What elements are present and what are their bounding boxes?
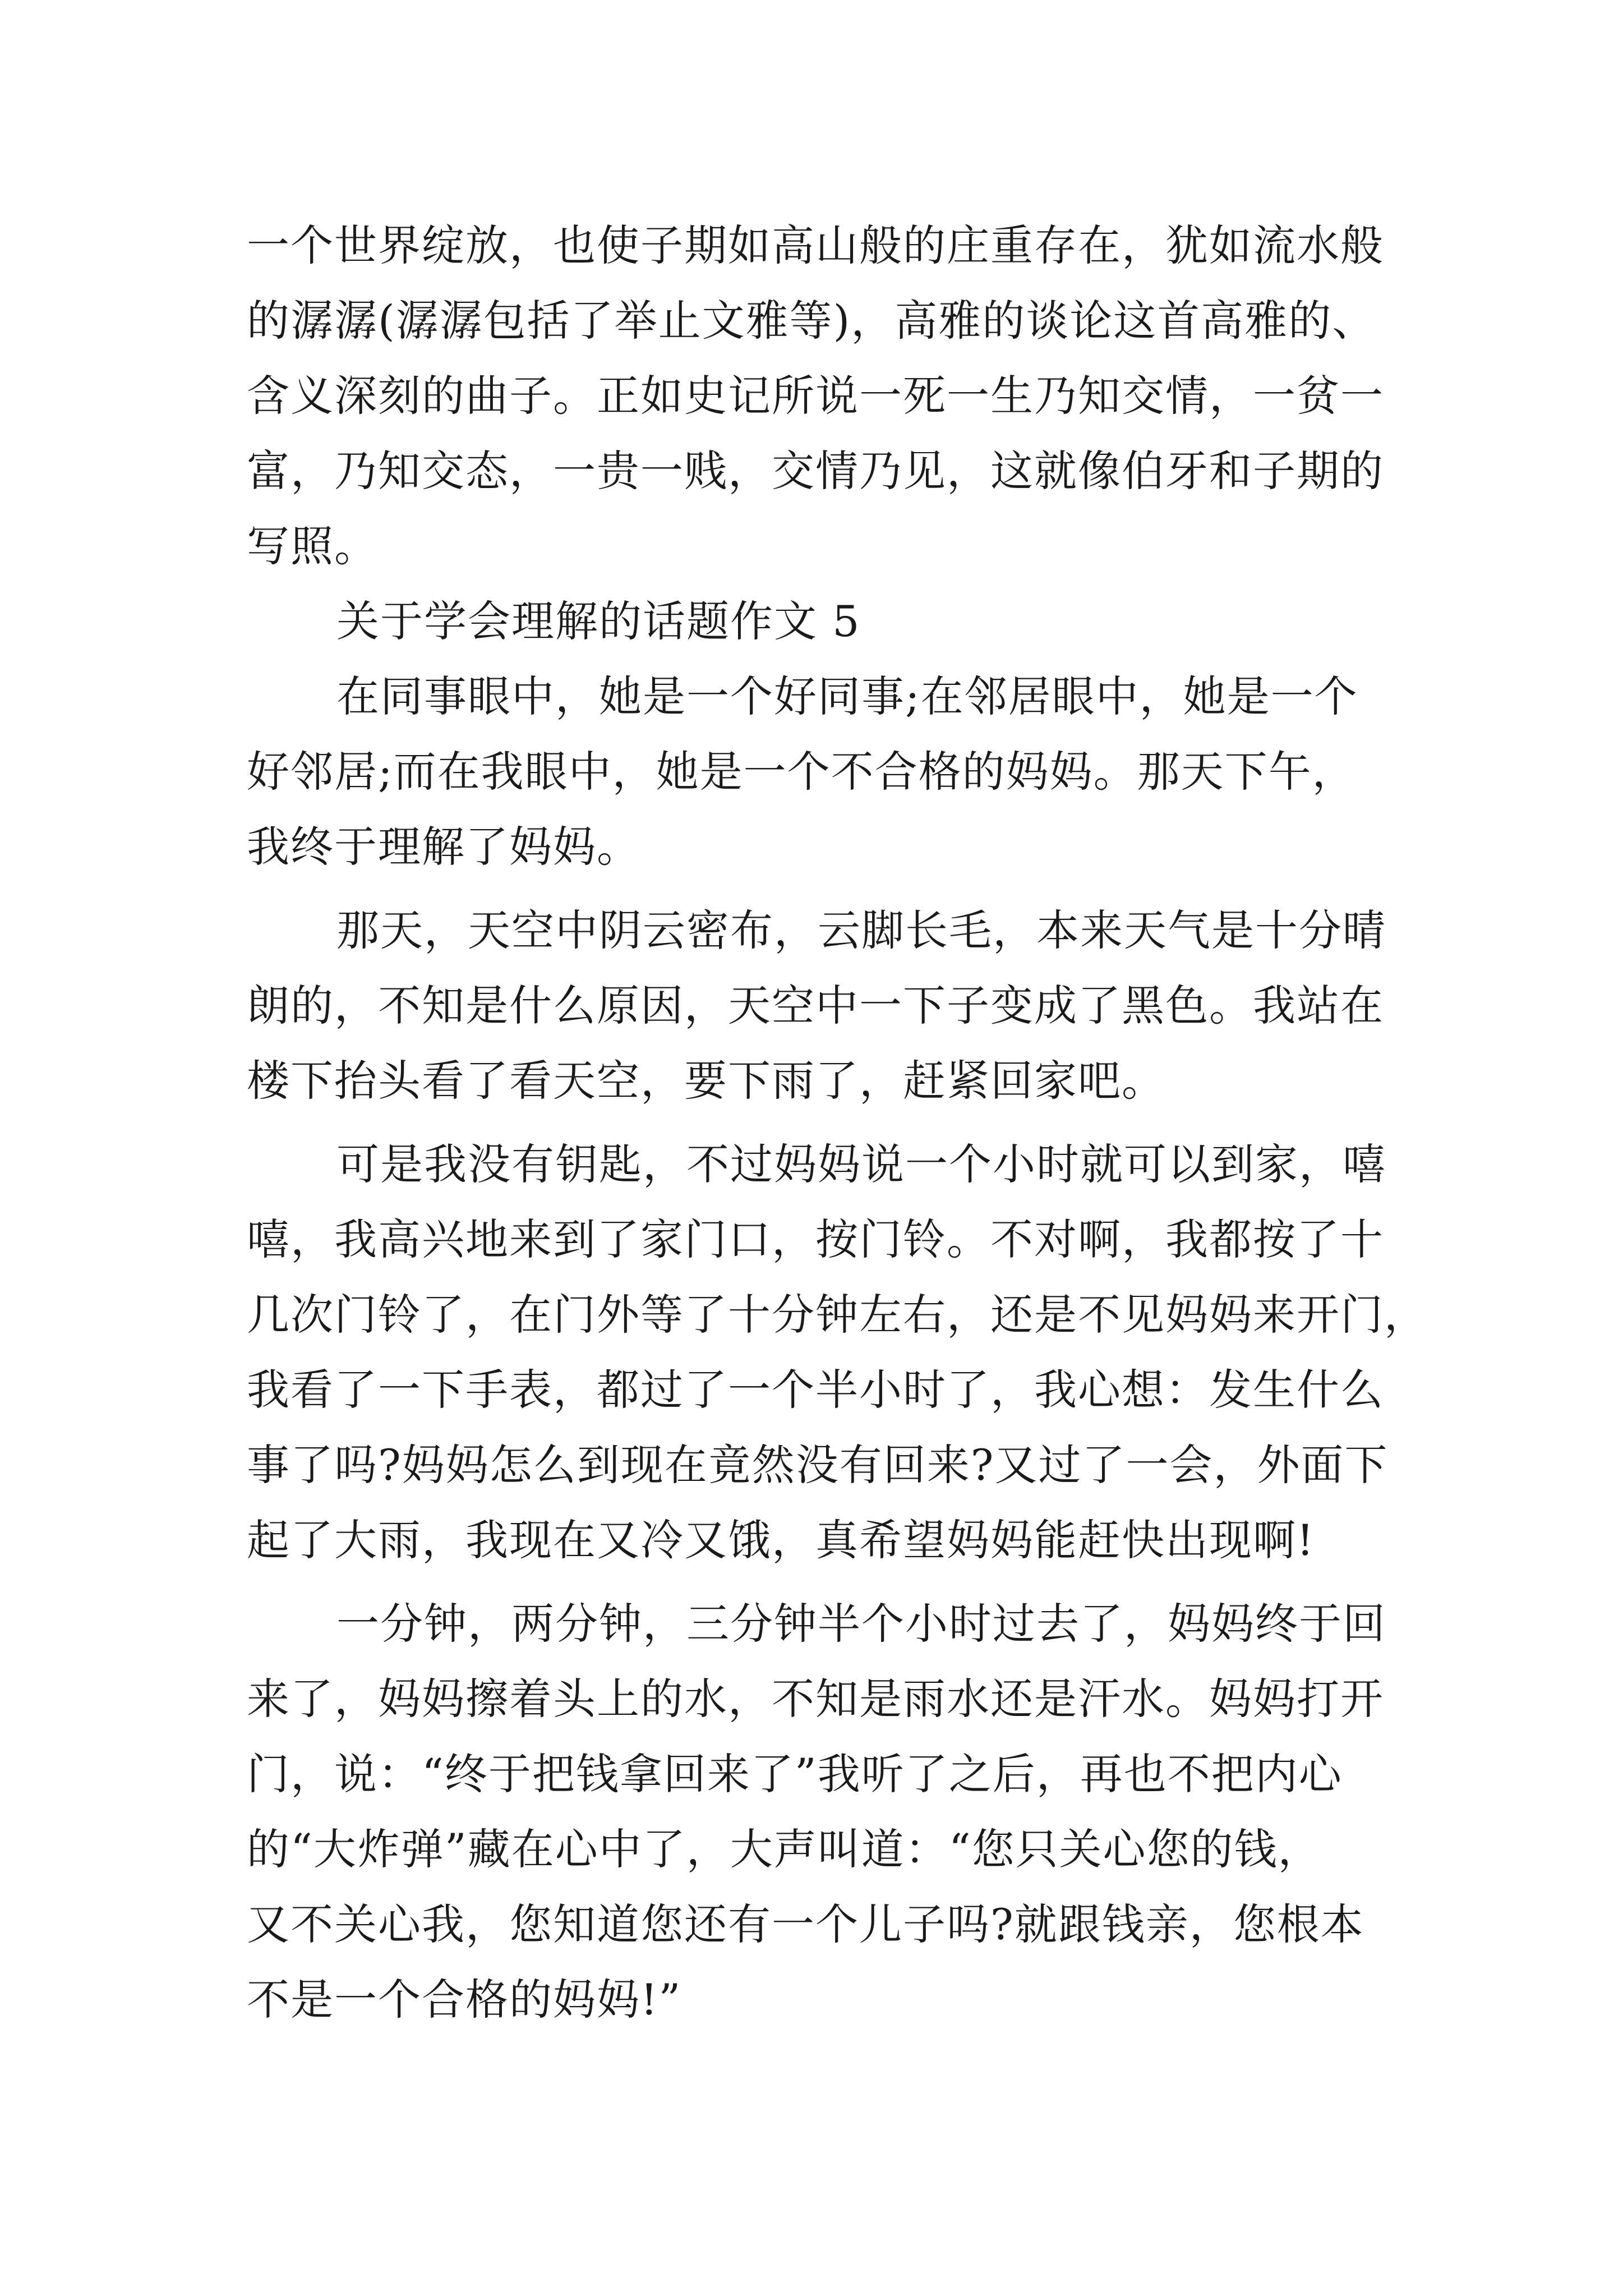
paragraph-5-line-5: 又不关心我，您知道您还有一个儿子吗?就跟钱亲，您根本 [247, 1899, 1364, 1949]
paragraph-4-line-1: 可是我没有钥匙，不过妈妈说一个小时就可以到家，嘻 [336, 1139, 1386, 1189]
paragraph-4-line-6: 起了大雨，我现在又冷又饿，真希望妈妈能赶快出现啊! [247, 1515, 1315, 1565]
paragraph-1-line-2: 的潺潺(潺潺包括了举止文雅等)，高雅的谈论这首高雅的、 [247, 296, 1376, 346]
paragraph-5-line-3: 门，说：“终于把钱拿回来了”我听了之后，再也不把内心 [247, 1749, 1343, 1799]
paragraph-2-line-1: 在同事眼中，她是一个好同事;在邻居眼中，她是一个 [336, 671, 1358, 721]
paragraph-1-line-4: 富，乃知交态，一贵一贱，交情乃见，这就像伯牙和子期的 [247, 446, 1384, 496]
paragraph-5-line-2: 来了，妈妈擦着头上的水，不知是雨水还是汗水。妈妈打开 [247, 1674, 1384, 1724]
paragraph-4-line-3: 几次门铃了，在门外等了十分钟左右，还是不见妈妈来开门， [247, 1290, 1428, 1340]
paragraph-3-line-1: 那天，天空中阴云密布，云脚长毛，本来天气是十分晴 [336, 905, 1386, 955]
paragraph-5-line-6: 不是一个合格的妈妈!” [247, 1975, 682, 2024]
paragraph-1-line-3: 含义深刻的曲子。正如史记所说一死一生乃知交情，一贫一 [247, 371, 1384, 421]
paragraph-3-line-2: 朗的，不知是什么原因，天空中一下子变成了黑色。我站在 [247, 981, 1384, 1030]
paragraph-4-line-4: 我看了一下手表，都过了一个半小时了，我心想：发生什么 [247, 1365, 1384, 1415]
paragraph-5-line-4: 的“大炸弹”藏在心中了，大声叫道：“您只关心您的钱， [247, 1824, 1322, 1874]
paragraph-5-line-1: 一分钟，两分钟，三分钟半个小时过去了，妈妈终于回 [336, 1599, 1386, 1649]
paragraph-4-line-2: 嘻，我高兴地来到了家门口，按门铃。不对啊，我都按了十 [247, 1214, 1384, 1264]
paragraph-2-line-3: 我终于理解了妈妈。 [247, 822, 640, 872]
paragraph-1-line-1: 一个世界绽放，也使子期如高山般的庄重存在，犹如流水般 [247, 220, 1384, 270]
paragraph-3-line-3: 楼下抬头看了看天空，要下雨了，赶紧回家吧。 [247, 1056, 1165, 1106]
paragraph-2-line-2: 好邻居;而在我眼中，她是一个不合格的妈妈。那天下午， [247, 747, 1356, 797]
paragraph-4-line-5: 事了吗?妈妈怎么到现在竟然没有回来?又过了一会，外面下 [247, 1440, 1389, 1490]
section-heading: 关于学会理解的话题作文 5 [336, 596, 861, 646]
paragraph-1-line-5: 写照。 [247, 521, 378, 571]
